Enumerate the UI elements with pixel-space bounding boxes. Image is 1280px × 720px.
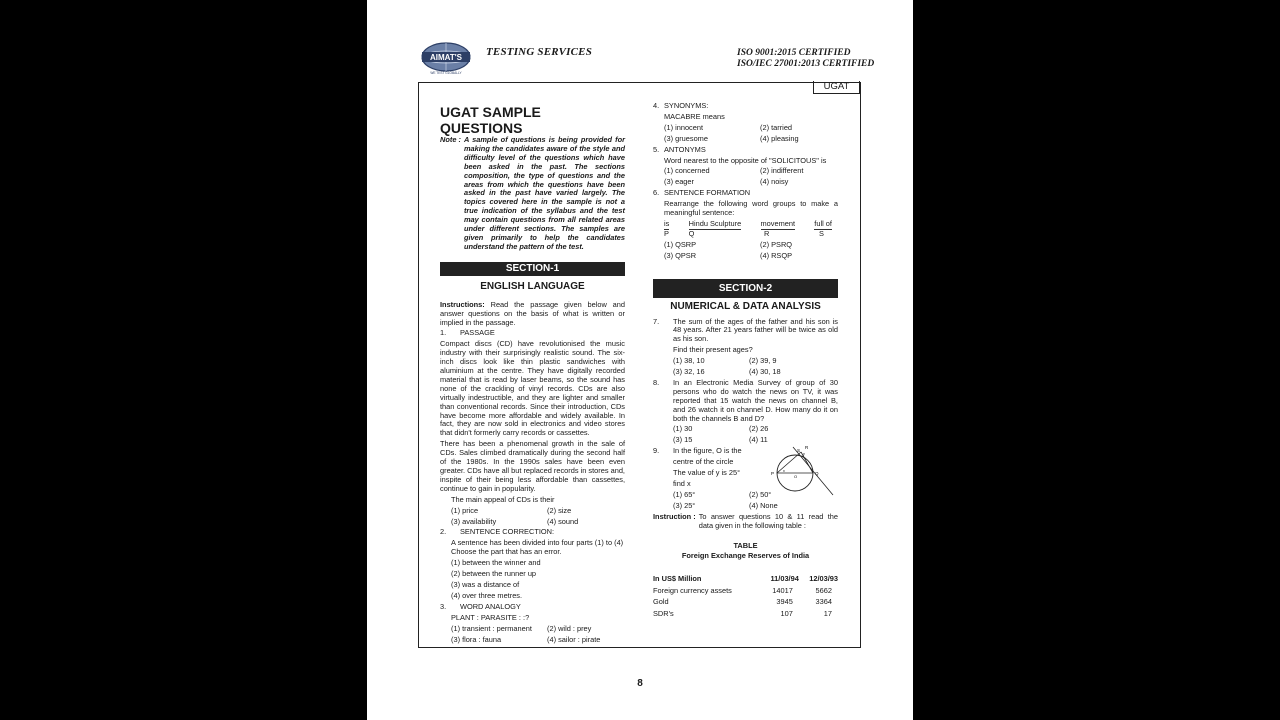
passage-para-2: There has been a phenomenal growth in the sale of CDs. Sales climbed dramatically during the second half of the 1980s. In the 1990s sales have been even greater. CDs have all but replaced records in stores and, inspite of their being less affordable than cassettes, continue to gain in popularity. bbox=[440, 439, 625, 493]
figure-label-y: y bbox=[803, 452, 805, 457]
right-column bbox=[653, 102, 838, 619]
q9 bbox=[653, 447, 838, 510]
table-row bbox=[653, 585, 838, 597]
page-title: UGAT SAMPLE QUESTIONS bbox=[440, 104, 541, 136]
q9-option: (2) 50° bbox=[749, 489, 772, 499]
q2-option: (3) was a distance of bbox=[451, 579, 520, 589]
q7-option: (2) 39, 9 bbox=[749, 356, 777, 366]
q4-heading bbox=[653, 102, 838, 111]
q1-option: (4) sound bbox=[547, 516, 579, 526]
q4-head: SYNONYMS: bbox=[664, 101, 709, 110]
q6-option: (4) RSQP bbox=[760, 250, 793, 260]
q1-option: (1) price bbox=[451, 505, 479, 515]
q8 bbox=[653, 379, 838, 424]
q4-number: 4. bbox=[653, 101, 660, 110]
q8-option: (1) 30 bbox=[673, 424, 693, 434]
q6-heading bbox=[653, 189, 838, 198]
q4-option: (3) gruesome bbox=[664, 133, 708, 143]
q6-letter: Q bbox=[688, 228, 695, 238]
q7-options bbox=[653, 357, 838, 377]
q6-word: full of bbox=[814, 218, 832, 228]
q5-number: 5. bbox=[653, 144, 660, 154]
q6-number: 6. bbox=[653, 188, 660, 198]
instruction-text: To answer questions 10 & 11 read the data given in the following table : bbox=[698, 511, 838, 530]
q1-head: PASSAGE bbox=[460, 328, 495, 338]
svg-text:WE TEST GLOBALLY: WE TEST GLOBALLY bbox=[430, 71, 462, 75]
section-2-title: NUMERICAL & DATA ANALYSIS bbox=[670, 300, 821, 312]
q9-text: The value of y is 25° bbox=[673, 468, 741, 478]
q1-option: (3) availability bbox=[451, 516, 497, 526]
table-cell: 17 bbox=[823, 608, 832, 618]
table-cell: Gold bbox=[653, 597, 669, 607]
q4-option: (2) tarried bbox=[760, 122, 793, 132]
q7-option: (3) 32, 16 bbox=[673, 367, 705, 377]
q7-option: (1) 38, 10 bbox=[673, 356, 705, 366]
table-header-row bbox=[653, 573, 838, 585]
table-cell: 3364 bbox=[815, 597, 832, 607]
figure-label-x: x bbox=[783, 469, 785, 474]
ugat-tab: UGAT bbox=[813, 81, 860, 94]
q8-option: (2) 26 bbox=[749, 424, 769, 434]
table-header: 11/03/94 bbox=[770, 574, 799, 584]
figure-label-p: P bbox=[771, 471, 775, 477]
q3-option: (2) wild : prey bbox=[547, 623, 592, 633]
document-page bbox=[367, 0, 913, 720]
q3-options bbox=[440, 625, 625, 645]
table-cell: 5662 bbox=[815, 585, 832, 595]
header-certifications bbox=[737, 48, 874, 69]
q5-option: (3) eager bbox=[664, 177, 694, 187]
q9-text: centre of the circle bbox=[673, 457, 734, 467]
instructions bbox=[440, 301, 625, 328]
table-label: TABLE bbox=[733, 540, 758, 550]
q5-stem: Word nearest to the opposite of "SOLICITOUS" is bbox=[664, 155, 827, 165]
table-header: In US$ Million bbox=[653, 574, 702, 584]
instruction-label: Instruction : bbox=[653, 511, 696, 521]
figure-label-q: Q bbox=[815, 471, 819, 477]
q9-text: find x bbox=[673, 479, 691, 488]
q1-option: (2) size bbox=[547, 505, 572, 515]
q8-option: (4) 11 bbox=[749, 435, 768, 445]
q1-heading bbox=[440, 329, 625, 338]
instructions-text: Read the passage given below and answer questions on the basis of what is written or implied in the passage. bbox=[440, 299, 625, 327]
q3-number: 3. bbox=[440, 601, 447, 611]
figure-label-r: R bbox=[805, 445, 809, 451]
table-cell: 3945 bbox=[776, 597, 793, 607]
q9-option: (1) 65° bbox=[673, 489, 696, 499]
q1-number: 1. bbox=[440, 328, 447, 338]
q6-word: is bbox=[664, 218, 670, 228]
q9-number: 9. bbox=[653, 446, 660, 456]
figure-label-o: O bbox=[794, 474, 798, 480]
instruction bbox=[653, 513, 838, 531]
q2-option: (4) over three metres. bbox=[451, 590, 523, 600]
q3-heading bbox=[440, 603, 625, 612]
q4-stem: MACABRE means bbox=[664, 111, 725, 121]
cert-iso27001: ISO/IEC 27001:2013 CERTIFIED bbox=[737, 58, 875, 69]
note-label: Note : bbox=[440, 135, 461, 144]
aimats-logo bbox=[419, 41, 475, 75]
q1-stem: The main appeal of CDs is their bbox=[451, 494, 555, 504]
q2-option: (2) between the runner up bbox=[451, 569, 537, 579]
table-cell: SDR's bbox=[653, 608, 674, 618]
q6-letter: S bbox=[819, 228, 824, 238]
circle-figure bbox=[765, 443, 837, 497]
q8-option: (3) 15 bbox=[673, 435, 693, 445]
cert-iso9001: ISO 9001:2015 CERTIFIED bbox=[737, 48, 851, 58]
passage-para-1: Compact discs (CD) have revolutionised the music industry with their surprisingly realistic sound. The six-inch discs look like thin plastic sandwiches with aluminium at the centre. They have digitally recorded material that is read by laser beams, so the sound has none of the crackling of vinyl records. CDs are also virtually indestructible, and they are lighter and smaller than conventional records. Since their introduction, CDs have become more affordable and widely available. In fact, they are now sold in electronics and video stores that didn't formerly carry records or cassettes. bbox=[440, 339, 625, 438]
header-testing-services: TESTING SERVICES bbox=[486, 46, 593, 58]
svg-text:AIMAT'S: AIMAT'S bbox=[430, 53, 462, 62]
table-header: 12/03/93 bbox=[809, 574, 838, 584]
q6-word: movement bbox=[760, 218, 796, 228]
q5-option: (2) indifferent bbox=[760, 166, 804, 176]
table-title: Foreign Exchange Reserves of India bbox=[681, 551, 810, 561]
page-number: 8 bbox=[637, 678, 643, 689]
q2-number: 2. bbox=[440, 527, 447, 537]
q6-option: (2) PSRQ bbox=[760, 239, 793, 249]
instructions-label: Instructions: bbox=[440, 299, 485, 309]
q4-options bbox=[653, 124, 838, 144]
q7-option: (4) 30, 18 bbox=[749, 367, 781, 377]
q9-text: In the figure, O is the bbox=[673, 446, 742, 456]
q3-stem: PLANT : PARASITE : :? bbox=[451, 612, 530, 622]
q7-stem: The sum of the ages of the father and his son is 48 years. After 21 years father will be twice as old as his son. bbox=[673, 316, 838, 344]
q4-option: (4) pleasing bbox=[760, 133, 799, 143]
q4-option: (1) innocent bbox=[664, 122, 704, 132]
q2-head: SENTENCE CORRECTION: bbox=[460, 527, 555, 537]
section-2-bar: SECTION-2 bbox=[653, 279, 838, 298]
note bbox=[440, 136, 625, 252]
q2-stem: A sentence has been divided into four parts (1) to (4) Choose the part that has an error. bbox=[451, 538, 624, 557]
reserves-table bbox=[653, 573, 838, 619]
q1-options bbox=[440, 507, 625, 527]
q7-sub: Find their present ages? bbox=[673, 345, 753, 355]
q7-number: 7. bbox=[653, 316, 660, 326]
q6-option: (1) QSRP bbox=[664, 239, 697, 249]
q5-option: (1) concerned bbox=[664, 166, 710, 176]
q3-head: WORD ANALOGY bbox=[460, 601, 521, 611]
q6-word: Hindu Sculpture bbox=[688, 218, 742, 228]
q6-stem: Rearrange the following word groups to make a meaningful sentence: bbox=[664, 199, 838, 218]
section-1-title: ENGLISH LANGUAGE bbox=[480, 280, 585, 292]
q9-option: (4) None bbox=[749, 500, 778, 510]
q5-option: (4) noisy bbox=[760, 177, 789, 187]
q6-letter: R bbox=[764, 228, 770, 238]
q9-option: (3) 25° bbox=[673, 500, 696, 510]
table-cell: Foreign currency assets bbox=[653, 585, 732, 595]
q5-options bbox=[653, 167, 838, 187]
q3-option: (4) sailor : pirate bbox=[547, 634, 601, 644]
q6-head: SENTENCE FORMATION bbox=[664, 188, 751, 198]
q5-heading bbox=[653, 146, 838, 155]
figure-label-s: S bbox=[797, 448, 801, 454]
q6-options bbox=[653, 241, 838, 261]
q6-letters bbox=[653, 230, 838, 239]
q8-number: 8. bbox=[653, 377, 660, 387]
table-cell: 14017 bbox=[772, 585, 793, 595]
q6-option: (3) QPSR bbox=[664, 250, 697, 260]
q6-letter: P bbox=[664, 228, 669, 238]
q8-stem: In an Electronic Media Survey of group of 30 persons who do watch the news on TV, it was reported that 15 watch the news on channel B, and 26 watch it on channel D. How many do it on both the channels B and D? bbox=[673, 377, 838, 423]
section-1-bar: SECTION-1 bbox=[440, 262, 625, 276]
table-cell: 107 bbox=[780, 608, 793, 618]
table-row bbox=[653, 596, 838, 608]
q7 bbox=[653, 318, 838, 345]
q3-option: (1) transient : permanent bbox=[451, 623, 532, 633]
q6-word-groups bbox=[653, 220, 838, 230]
q2-option: (1) between the winner and bbox=[451, 558, 541, 568]
q5-head: ANTONYMS bbox=[664, 144, 706, 154]
q3-option: (3) flora : fauna bbox=[451, 634, 502, 644]
left-column bbox=[440, 104, 625, 644]
q2-heading bbox=[440, 528, 625, 537]
table-row bbox=[653, 608, 838, 620]
note-text: A sample of questions is being provided for making the candidates aware of the style and difficulty level of the questions which have been asked in the past. The sections composition, the type of questions and the areas from which the questions have been asked in the past have varied largely. The topics covered here in the sample is not a true indication of the syllabus and the test may contain questions from all related areas under different sections. The samples are given primarily to help the candidates understand the pattern of the test. bbox=[463, 135, 625, 251]
